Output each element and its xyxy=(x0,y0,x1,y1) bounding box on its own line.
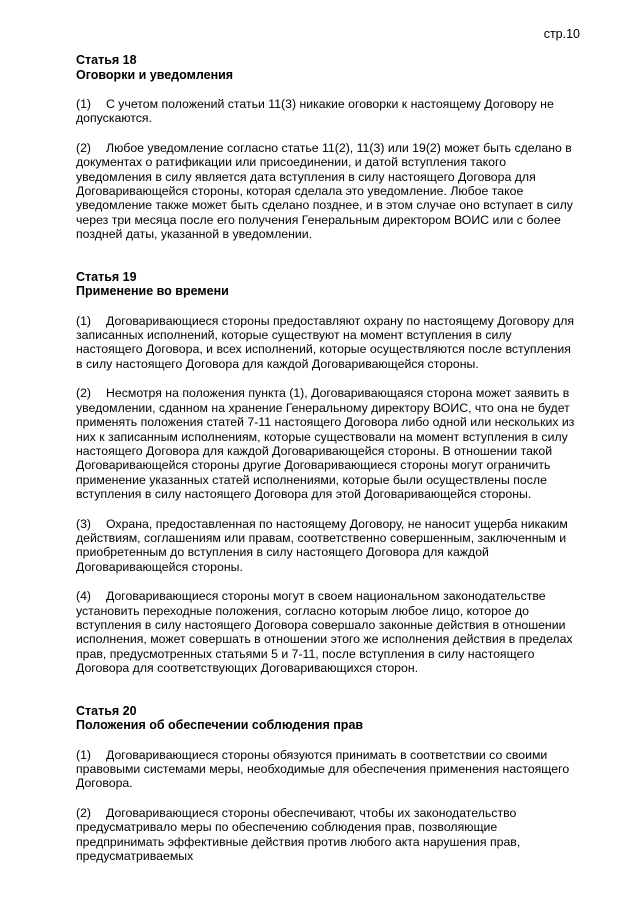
article-subtitle: Оговорки и уведомления xyxy=(76,67,234,82)
article-18 xyxy=(76,53,576,242)
article-title: Статья 18 xyxy=(76,53,137,67)
paragraph xyxy=(76,386,576,501)
paragraph-number: (1) xyxy=(76,747,92,762)
article-subtitle: Положения об обеспечении соблюдения прав xyxy=(76,718,364,733)
paragraph-number: (1) xyxy=(76,313,92,328)
paragraph xyxy=(76,748,576,791)
paragraph-text: Договаривающиеся стороны обязуются принимать в соответствии со своими правовыми системами меры, необходимые для обеспечения применения настоящего Договора. xyxy=(76,747,570,791)
paragraph xyxy=(76,141,576,242)
page-number: стр.10 xyxy=(543,27,580,41)
paragraph-text: Охрана, предоставленная по настоящему Договору, не наносит ущерба никаким действиям, соглашениям или правам, соответственно совершенным, заключенным и приобретенным до вступления в силу настоящего Договора для каждой Договаривающейся стороны. xyxy=(76,516,568,574)
paragraph-text: Договаривающиеся стороны обеспечивают, чтобы их законодательство предусматривало меры по обеспечению соблюдения прав, позволяющие предпринимать эффективные действия против любого акта нарушения прав, предусматриваемых xyxy=(76,805,521,864)
paragraph xyxy=(76,589,576,675)
document-body xyxy=(76,53,576,863)
paragraph-number: (2) xyxy=(76,386,92,401)
article-title: Статья 20 xyxy=(76,703,137,718)
paragraph-text: С учетом положений статьи 11(3) никакие оговорки к настоящему Договору не допускаются. xyxy=(76,97,554,126)
paragraph-number: (4) xyxy=(76,589,92,604)
paragraph-text: Договаривающиеся стороны предоставляют охрану по настоящему Договору для записанных исполнений, которые существуют на момент вступления в силу настоящего Договора, и всех исполнений, которые осуществляются после вступления в силу настоящего Договора для каждой Договаривающейся стороны. xyxy=(76,313,575,371)
paragraph-number: (3) xyxy=(76,516,92,531)
paragraph-text: Любое уведомление согласно статье 11(2), 11(3) или 19(2) может быть сделано в документах о ратификации или присоединении, и датой вступления такого уведомления в силу является дата вступления в силу настоящего Договора для Договаривающейся стороны, которая сделала это уведомление. Любое такое уведомление также может быть сделано позднее, и в этом случае оно вступает в силу через три месяца после его получения Генеральным директором ВОИС или с более поздней даты, указанной в уведомлении. xyxy=(76,140,573,242)
paragraph xyxy=(76,517,576,575)
article-title: Статья 19 xyxy=(76,269,137,284)
article-20 xyxy=(76,704,576,864)
paragraph xyxy=(76,806,576,864)
paragraph-number: (2) xyxy=(76,805,92,820)
paragraph xyxy=(76,314,576,372)
article-19 xyxy=(76,270,576,676)
paragraph-number: (2) xyxy=(76,140,92,155)
paragraph-text: Несмотря на положения пункта (1), Договаривающаяся сторона может заявить в уведомлении, сданном на хранение Генеральному директору ВОИС, что она не будет применять положения статей 7-11 настоящего Договора либо одной или нескольких из них к записанным исполнениям, которые существовали на момент вступления в силу настоящего Договора для каждой Договаривающейся стороны. В отношении такой Договаривающейся стороны другие Договаривающиеся стороны могут ограничить применение указанных статей исполнениями, которые были осуществлены после вступления в силу настоящего Договора для этой Договаривающейся стороны. xyxy=(76,386,575,502)
article-subtitle: Применение во времени xyxy=(76,284,229,299)
paragraph xyxy=(76,97,576,126)
paragraph-text: Договаривающиеся стороны могут в своем национальном законодательстве установить переходные положения, согласно которым любое лицо, которое до вступления в силу настоящего Договора совершало законные действия в отношении исполнения, может совершать в отношении этого же исполнения действия в пределах прав, предусмотренных статьями 5 и 7-11, после вступления в силу настоящего Договора для соответствующих Договаривающихся сторон. xyxy=(76,589,573,676)
paragraph-number: (1) xyxy=(76,97,92,111)
